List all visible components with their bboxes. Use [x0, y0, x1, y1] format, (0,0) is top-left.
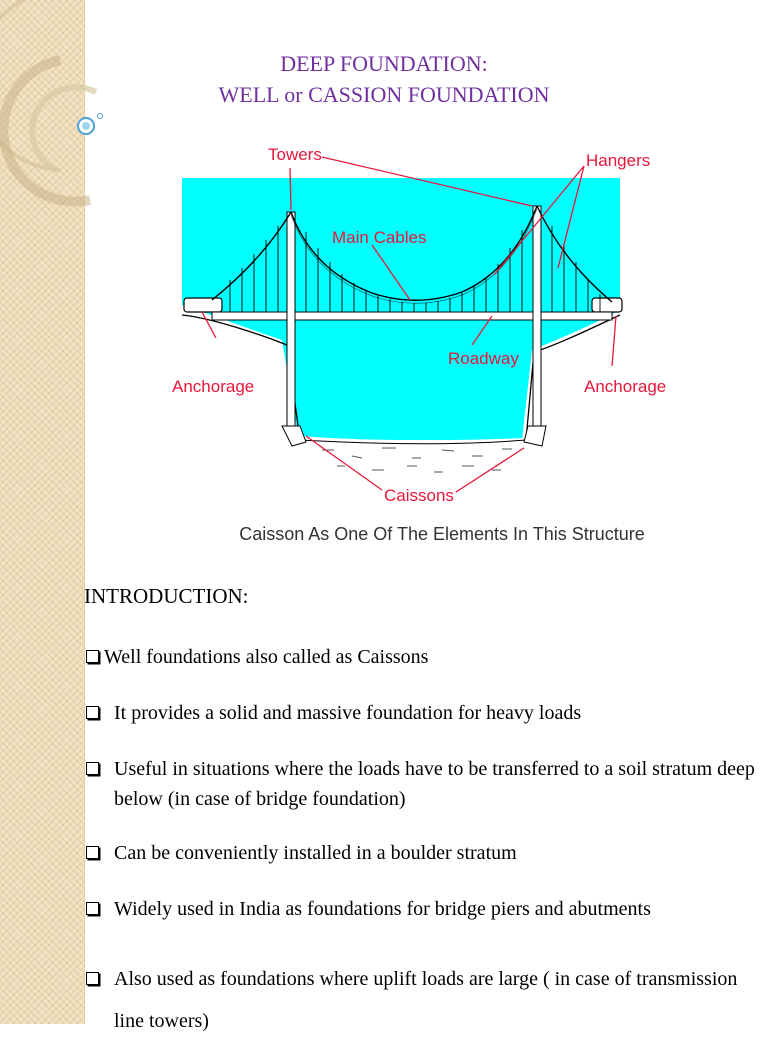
- bullet-item: [86, 838, 756, 868]
- bullet-text: Well foundations also called as Caissons: [104, 646, 429, 668]
- bullet-text: Can be conveniently installed in a boulder stratum: [114, 842, 517, 864]
- caisson-right: [524, 426, 546, 446]
- bullet-text: Useful in situations where the loads have to be transferred to a soil stratum deep below (in case of bridge foundation): [114, 758, 755, 810]
- bullet-item: [86, 754, 756, 814]
- checkbox-bullet-icon: [86, 650, 99, 663]
- bullet-item: [86, 642, 756, 672]
- suspension-bridge-diagram: [172, 140, 672, 510]
- checkbox-bullet-icon: [86, 846, 99, 859]
- label-roadway: Roadway: [448, 349, 519, 368]
- label-main-cables: Main Cables: [332, 228, 427, 247]
- diagram-caption: Caisson As One Of The Elements In This Structure: [239, 524, 645, 544]
- decorative-rings: [0, 0, 160, 260]
- roadway-deck: [212, 312, 612, 320]
- checkbox-bullet-icon: [86, 706, 99, 719]
- bullet-item: [86, 894, 756, 924]
- bullet-text: Also used as foundations where uplift loads are large ( in case of transmission line towers): [114, 968, 738, 1032]
- bullet-text: Widely used in India as foundations for bridge piers and abutments: [114, 898, 651, 920]
- section-heading: INTRODUCTION:: [84, 584, 249, 608]
- checkbox-bullet-icon: [86, 762, 99, 775]
- label-towers: Towers: [268, 145, 322, 164]
- slide-title-line1: DEEP FOUNDATION:: [280, 51, 488, 76]
- tower-left: [287, 212, 295, 432]
- bullet-item: [86, 698, 756, 728]
- anchorage-block-left: [184, 298, 222, 312]
- bullet-item: [86, 958, 756, 1042]
- tower-right: [533, 206, 541, 426]
- checkbox-bullet-icon: [86, 972, 99, 985]
- anchorage-block-right: [592, 298, 622, 312]
- label-hangers: Hangers: [586, 151, 651, 170]
- bullet-text: It provides a solid and massive foundation for heavy loads: [114, 702, 582, 724]
- label-caissons: Caissons: [384, 486, 454, 505]
- checkbox-bullet-icon: [86, 902, 99, 915]
- label-anchorage-left: Anchorage: [172, 377, 255, 396]
- slide-title-line2: WELL or CASSION FOUNDATION: [218, 82, 550, 107]
- label-anchorage-right: Anchorage: [584, 377, 667, 396]
